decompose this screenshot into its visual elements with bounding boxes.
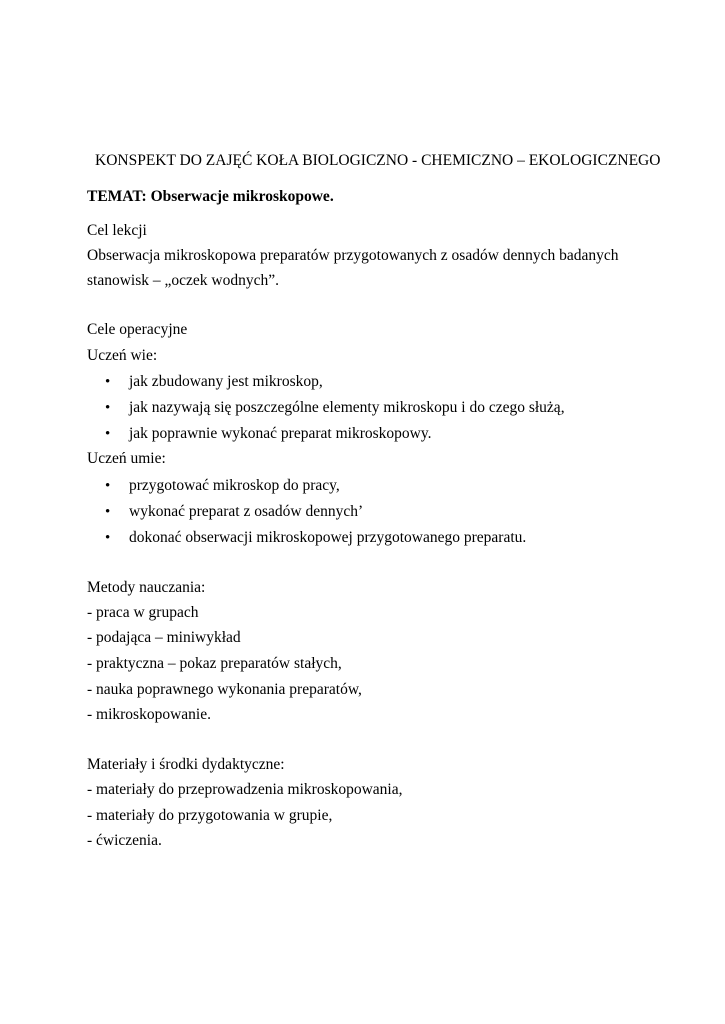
- bullet-icon: •: [105, 400, 111, 416]
- bullet-icon: •: [105, 530, 111, 546]
- operational-goals-heading: Cele operacyjne: [87, 321, 188, 338]
- list-item: - materiały do przeprowadzenia mikroskopowania,: [87, 781, 403, 798]
- lesson-topic: TEMAT: Obserwacje mikroskopowe.: [87, 188, 334, 205]
- list-item: jak nazywają się poszczególne elementy mikroskopu i do czego służą,: [129, 399, 565, 416]
- list-item: dokonać obserwacji mikroskopowej przygotowanego preparatu.: [129, 529, 527, 546]
- list-item: wykonać preparat z osadów dennych’: [129, 503, 364, 520]
- list-item: - podająca – miniwykład: [87, 629, 241, 646]
- list-item: - praca w grupach: [87, 604, 199, 621]
- list-item: - mikroskopowanie.: [87, 706, 211, 723]
- goal-text-line: Obserwacja mikroskopowa preparatów przygotowanych z osadów dennych badanych: [87, 247, 619, 264]
- list-item: - nauka poprawnego wykonania preparatów,: [87, 681, 362, 698]
- bullet-icon: •: [105, 426, 111, 442]
- student-can-label: Uczeń umie:: [87, 450, 166, 467]
- goal-text-line: stanowisk – „oczek wodnych”.: [87, 272, 279, 289]
- bullet-icon: •: [105, 374, 111, 390]
- list-item: jak zbudowany jest mikroskop,: [129, 373, 323, 390]
- methods-heading: Metody nauczania:: [87, 579, 206, 596]
- list-item: - materiały do przygotowania w grupie,: [87, 807, 333, 824]
- list-item: - praktyczna – pokaz preparatów stałych,: [87, 655, 342, 672]
- list-item: jak poprawnie wykonać preparat mikroskopowy.: [129, 425, 432, 442]
- list-item: - ćwiczenia.: [87, 832, 162, 849]
- student-knows-label: Uczeń wie:: [87, 347, 158, 364]
- goal-heading: Cel lekcji: [87, 222, 147, 239]
- materials-heading: Materiały i środki dydaktyczne:: [87, 756, 285, 773]
- bullet-icon: •: [105, 478, 111, 494]
- list-item: przygotować mikroskop do pracy,: [129, 477, 340, 494]
- bullet-icon: •: [105, 504, 111, 520]
- document-header: KONSPEKT DO ZAJĘĆ KOŁA BIOLOGICZNO - CHEMICZNO – EKOLOGICZNEGO: [95, 152, 661, 169]
